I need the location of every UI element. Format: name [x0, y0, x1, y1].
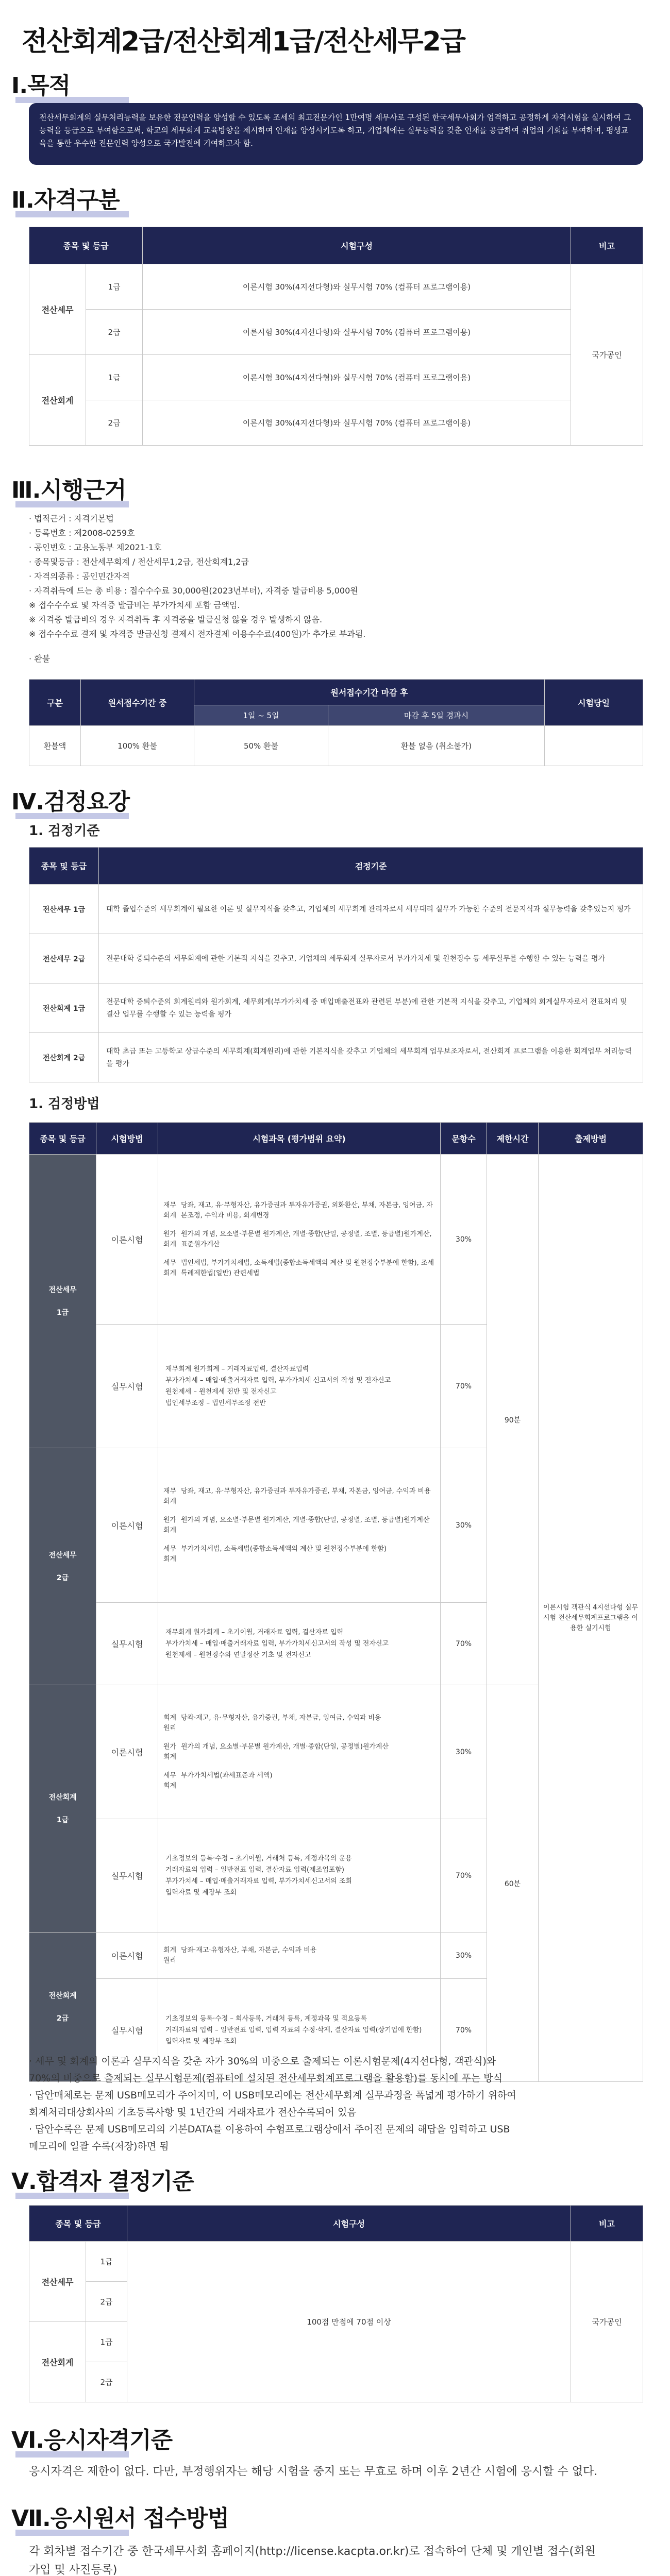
subject-item — [160, 1225, 438, 1254]
col-header: 시험구성 — [143, 227, 571, 264]
grade-cell: 전산회계 1급 — [29, 984, 99, 1033]
subject-item — [160, 1511, 438, 1540]
grade-cell: 1급 — [86, 355, 143, 400]
practice-cell: 기초정보의 등록·수정 – 초기이월, 거래처 등록, 계정과목의 운용 거래자료의 입력 – 일반전표 입력, 결산자료 입력(제조업포함) 부가가치세 – 매입·매출거래자료 입력, 부가가치세신고서의 조회 입력자료 및 제장부 조회 — [158, 1819, 441, 1933]
basis-line: · 법적근거 : 자격기본법 — [29, 514, 114, 523]
subject-value: 부가가치세법, 소득세법(종합소득세액의 계산 및 원천징수부분에 한함) — [181, 1545, 387, 1553]
grade-label-cell: 전산회계 1급 — [29, 1685, 96, 1933]
desc-cell: 이론시험 30%(4지선다형)와 실무시험 70% (컴퓨터 프로그램이용) — [143, 400, 571, 446]
ratio-cell: 30% — [441, 1685, 487, 1819]
method-theory: 이론시험 — [96, 1685, 158, 1819]
col-header: 시험구성 — [127, 2206, 571, 2242]
grade-cell: 2급 — [86, 400, 143, 446]
col-header: 원서접수기간 중 — [81, 680, 194, 726]
grade-cell: 2급 — [86, 310, 143, 355]
grade-label-cell: 전산세무 2급 — [29, 1448, 96, 1685]
subject-cell — [158, 1155, 441, 1325]
grade-cell: 1급 — [86, 264, 143, 310]
note-line: 회계처리대상회사의 기초등록사항 및 1년간의 거래자료가 전산수록되어 있음 — [29, 2107, 357, 2118]
subject-value: 원가의 개념, 요소별·부문별 원가계산, 개별·종합(단일, 공정별, 조별, 등급별)원가계산 — [181, 1516, 430, 1524]
section-title: 자격구분 — [34, 187, 120, 213]
practice-cell: 기초정보의 등록·수정 – 회사등록, 거래처 등록, 계정과목 및 적요등록 거래자료의 입력 – 일반전표 입력, 입력 자료의 수정·삭제, 결산자료 입력(상기업에 한함) 입력자료 및 제장부 조회 — [158, 1979, 441, 2082]
subject-item — [160, 1254, 438, 1283]
col-header: 종목 및 등급 — [29, 1123, 96, 1155]
group-label: 전산회계 — [29, 355, 86, 446]
basis-line: · 등록번호 : 제2008-0259호 — [29, 528, 135, 538]
grade-cell: 1급 — [86, 2322, 127, 2362]
note-line: 70%의 비중으로 출제되는 실무시험문제(컴퓨터에 설치된 전산세무회계프로그램을 활용함)를 동시에 푸는 방식 — [29, 2073, 502, 2084]
col-header: 검정기준 — [99, 848, 643, 885]
desc-cell: 이론시험 30%(4지선다형)와 실무시험 70% (컴퓨터 프로그램이용) — [143, 310, 571, 355]
col-header: 비고 — [571, 227, 643, 264]
method-practice: 실무시험 — [96, 1819, 158, 1933]
subject-key: 회계 원리 — [163, 1946, 177, 1964]
time-cell: 60분 — [487, 1685, 539, 2082]
note-line: · 답안수록은 문제 USB메모리의 기본DATA를 이용하여 수험프로그램상에서 주어진 문제의 해답을 입력하고 USB — [29, 2124, 510, 2135]
standard-cell: 대학 초급 또는 고등학교 상급수준의 세무회계(회계원리)에 관한 기본지식을 갖추고 기업체의 세무회계 업무보조자로서, 전산회계 프로그램을 이용한 회계업무 처리능력을 평가 — [99, 1033, 643, 1082]
col-header: 종목 및 등급 — [29, 227, 143, 264]
method-theory: 이론시험 — [96, 1933, 158, 1979]
col-header: 출제방법 — [539, 1123, 643, 1155]
ratio-cell: 70% — [441, 1819, 487, 1933]
grade-cell: 전산회계 2급 — [29, 1033, 99, 1082]
refund-table — [29, 679, 643, 766]
section-number: Ⅵ. — [11, 2427, 44, 2453]
grade-cell: 1급 — [86, 2242, 127, 2282]
apply-line: 각 회차별 접수기간 중 한국세무사회 홈페이지(http://license.kacpta.or.kr)로 접속하여 단체 및 개인별 접수(회원 — [29, 2545, 596, 2558]
ratio-cell: 70% — [441, 1979, 487, 2082]
ratio-cell: 30% — [441, 1155, 487, 1325]
col-subheader: 마감 후 5일 경과시 — [328, 705, 545, 726]
subject-item — [160, 1767, 438, 1795]
standard-cell: 전문대학 중퇴수준의 회계원리와 원가회계, 세무회계(부가가치세 중 매입매출전표와 관련된 부분)에 관한 기본적 지식을 갖추고, 기업체의 회계실무자로서 전표처리 및 결산 업무를 수행할 수 있는 능력을 평가 — [99, 984, 643, 1033]
section-exam-heading — [0, 783, 129, 816]
grade-cell: 2급 — [86, 2362, 127, 2402]
note-cell: 국가공인 — [571, 2242, 643, 2402]
section-purpose-heading — [0, 67, 70, 100]
section-number: Ⅰ. — [11, 73, 28, 99]
basis-line: · 공인번호 : 고용노동부 제2021-1호 — [29, 543, 162, 552]
apply-line: 가입 및 사진등록) — [29, 2564, 118, 2576]
group-label: 전산세무 — [29, 2242, 86, 2322]
subject-key: 세무 회계 — [163, 1545, 177, 1563]
subject-item — [160, 1196, 438, 1225]
subject-value: 당좌·재고, 유·무형자산, 유가증권, 부채, 자본금, 잉여금, 수익과 비용 — [181, 1714, 381, 1722]
apply-text — [29, 2543, 647, 2576]
ratio-cell: 70% — [441, 1325, 487, 1448]
page-title: 전산회계2급/전산회계1급/전산세무2급 — [22, 26, 465, 57]
section-number: Ⅶ. — [11, 2505, 51, 2532]
subsection-title: 1. 검정방법 — [29, 1096, 100, 1112]
ratio-cell: 70% — [441, 1603, 487, 1685]
method-theory: 이론시험 — [96, 1448, 158, 1603]
eligible-text: 응시자격은 제한이 없다. 다만, 부정행위자는 해당 시험을 중지 또는 무효로 하며 이후 2년간 시험에 응시할 수 없다. — [29, 2465, 598, 2478]
subject-item — [160, 1540, 438, 1569]
note-cell: 국가공인 — [571, 264, 643, 446]
method-practice: 실무시험 — [96, 1603, 158, 1685]
refund-cell: 50% 환불 — [194, 726, 328, 766]
refund-cell: 100% 환불 — [81, 726, 194, 766]
basis-line: ※ 접수수수료 및 자격증 발급비는 부가가치세 포함 금액임. — [29, 600, 240, 610]
section-number: Ⅲ. — [11, 477, 41, 503]
col-header: 문항수 — [441, 1123, 487, 1155]
subsection-title: 1. 검정기준 — [29, 823, 100, 839]
subject-value: 법인세법, 부가가치세법, 소득세법(종합소득세액의 계산 및 원천징수부분에 한함), 조세특례제한법(일반) 관련세법 — [181, 1259, 434, 1277]
subject-item — [160, 1941, 438, 1970]
section-eligible-heading — [0, 2421, 172, 2454]
method-practice: 실무시험 — [96, 1325, 158, 1448]
col-header: 시험당일 — [545, 680, 643, 726]
standard-table — [29, 847, 643, 1082]
col-header: 원서접수기간 마감 후 — [194, 680, 545, 705]
col-header: 종목 및 등급 — [29, 2206, 127, 2242]
desc-cell: 이론시험 30%(4지선다형)와 실무시험 70% (컴퓨터 프로그램이용) — [143, 264, 571, 310]
basis-line: ※ 접수수수료 결제 및 자격증 발급신청 결제시 전자결제 이용수수료(400원)가 추가로 부과됨. — [29, 629, 366, 639]
col-header: 시험과목 (평가범위 요약) — [158, 1123, 441, 1155]
col-header: 제한시간 — [487, 1123, 539, 1155]
ratio-cell: 30% — [441, 1448, 487, 1603]
section-title: 합격자 결정기준 — [36, 2168, 194, 2195]
method-note-cell: 이론시험 객관식 4지선다형 실무시험 전산세무회계프로그램을 이용한 실기시험 — [539, 1155, 643, 2082]
subject-value: 당좌, 재고, 유·무형자산, 유가증권과 투자유가증권, 외화환산, 부채, 자본금, 잉여금, 자본조정, 수익과 비용, 회계변경 — [181, 1201, 433, 1219]
subject-item — [160, 1709, 438, 1738]
subject-key: 세무 회계 — [163, 1771, 177, 1790]
basis-list — [29, 512, 647, 666]
section-basis-heading — [0, 471, 126, 504]
basis-line: · 자격취득에 드는 총 비용 : 접수수수료 30,000원(2023년부터), 자격증 발급비용 5,000원 — [29, 586, 358, 596]
subject-key: 원가 회계 — [163, 1230, 177, 1248]
subject-key: 원가 회계 — [163, 1742, 177, 1761]
subject-value: 원가의 개념, 요소별·부문별 원가계산, 개별·종합(단일, 공정별)원가계산 — [181, 1742, 389, 1751]
section-title: 응시원서 접수방법 — [50, 2505, 229, 2532]
subject-value: 당좌·재고·유형자산, 부채, 자본금, 수익과 비용 — [181, 1946, 317, 1954]
subject-value: 당좌, 재고, 유·무형자산, 유가증권과 투자유가증권, 부채, 자본금, 잉여금, 수익과 비용 — [181, 1487, 431, 1495]
note-line: · 세무 및 회계의 이론과 실무지식을 갖춘 자가 30%의 비중으로 출제되는 이론시험문제(4지선다형, 객관식)와 — [29, 2056, 496, 2067]
method-practice: 실무시험 — [96, 1979, 158, 2082]
ratio-cell: 30% — [441, 1933, 487, 1979]
subject-value: 부가가치세법(과세표준과 세액) — [181, 1771, 273, 1780]
criteria-cell: 100점 만점에 70점 이상 — [127, 2242, 571, 2402]
subject-item — [160, 1738, 438, 1767]
subject-key: 세무 회계 — [163, 1259, 177, 1277]
grade-cell: 2급 — [86, 2282, 127, 2322]
method-table — [29, 1122, 643, 2082]
standard-cell: 대학 졸업수준의 세무회계에 필요한 이론 및 실무지식을 갖추고, 기업체의 세무회계 관리자로서 세무대리 실무가 가능한 수준의 전문지식과 실무능력을 갖추었는지 평가 — [99, 885, 643, 934]
basis-line: · 종목및등급 : 전산세무회계 / 전산세무1,2급, 전산회계1,2급 — [29, 557, 249, 567]
subject-cell — [158, 1448, 441, 1603]
basis-line: ※ 자격증 발급비의 경우 자격취득 후 자격증을 발급신청 않을 경우 발생하지 않음. — [29, 615, 323, 624]
basis-line: · 자격의종류 : 공인민간자격 — [29, 571, 130, 581]
col-header: 종목 및 등급 — [29, 848, 99, 885]
purpose-box: 전산세무회계의 실무처리능력을 보유한 전문인력을 양성할 수 있도록 조세의 최고전문가인 1만여명 세무사로 구성된 한국세무사회가 엄격하고 공정하게 자격시험을 실시하여 그 능력을 등급으로 부여함으로써, 학교의 세무회계 교육방향을 제시하여 인재를 양성시키도록 하고, 기업체에는 실무능력을 갖춘 인재를 공급하여 취업의 기회를 부여하며, 평생교육을 통한 우수한 전문인력 양성으로 국가발전에 기여하고자 함. — [29, 103, 643, 165]
note-line: · 답안매체로는 문제 USB메모리가 주어지며, 이 USB메모리에는 전산세무회계 실무과정을 폭넓게 평가하기 위하여 — [29, 2090, 516, 2101]
practice-cell: 재무회계 원가회계 – 초기이월, 거래자료 입력, 결산자료 입력 부가가치세 – 매입·매출거래자료 입력, 부가가치세신고서의 작성 및 전자신고 원천제세 – 원천징수와 연말정산 기초 및 전자신고 — [158, 1603, 441, 1685]
section-title: 검정요강 — [44, 789, 130, 815]
section-title: 목적 — [27, 73, 71, 99]
refund-label: · 환불 — [29, 654, 51, 664]
time-cell: 90분 — [487, 1155, 539, 1685]
subject-item — [160, 1482, 438, 1511]
grade-cell: 전산세무 2급 — [29, 934, 99, 984]
refund-cell: 환불 없음 (취소불가) — [328, 726, 545, 766]
subject-cell — [158, 1933, 441, 1979]
col-header: 시험방법 — [96, 1123, 158, 1155]
standard-cell: 전문대학 중퇴수준의 세무회계에 관한 기본적 지식을 갖추고, 기업체의 세무회계 실무자로서 부가가치세 및 원천징수 등 세무실무를 수행할 수 있는 능력을 평가 — [99, 934, 643, 984]
grade-label-cell: 전산회계 2급 — [29, 1933, 96, 2082]
method-theory: 이론시험 — [96, 1155, 158, 1325]
section-apply-heading — [0, 2500, 229, 2533]
col-subheader: 1일 ~ 5일 — [194, 705, 328, 726]
subject-key: 재무 회계 — [163, 1201, 177, 1219]
grade-label-cell: 전산세무 1급 — [29, 1155, 96, 1448]
practice-cell: 재무회계 원가회계 – 거래자료입력, 결산자료입력 부가가치세 – 매입·매출거래자료 입력, 부가가치세 신고서의 작성 및 전자신고 원천제세 – 원천제세 전반 및 전자신고 법인세무조정 – 법인세무조정 전반 — [158, 1325, 441, 1448]
section-number: Ⅳ. — [11, 789, 44, 815]
section-title: 시행근거 — [40, 477, 126, 503]
qual-table — [29, 227, 643, 446]
subject-cell — [158, 1685, 441, 1819]
section-qual-heading — [0, 181, 120, 214]
section-title: 응시자격기준 — [44, 2427, 173, 2453]
note-line: 메모리에 일괄 수록(저장)하면 됨 — [29, 2141, 169, 2152]
subject-key: 원가 회계 — [163, 1516, 177, 1534]
col-header: 구분 — [29, 680, 81, 726]
desc-cell: 이론시험 30%(4지선다형)와 실무시험 70% (컴퓨터 프로그램이용) — [143, 355, 571, 400]
refund-cell: 환불액 — [29, 726, 81, 766]
section-pass-heading — [0, 2163, 194, 2196]
group-label: 전산세무 — [29, 264, 86, 355]
subject-value: 원가의 개념, 요소별·부문별 원가계산, 개별·종합(단일, 공정별, 조별, 등급별)원가계산, 표준원가계산 — [181, 1230, 432, 1248]
subject-key: 회계 원리 — [163, 1714, 177, 1732]
grade-cell: 전산세무 1급 — [29, 885, 99, 934]
pass-table — [29, 2205, 643, 2402]
section-number: Ⅴ. — [11, 2168, 37, 2195]
group-label: 전산회계 — [29, 2322, 86, 2402]
exam-notes — [29, 2053, 647, 2155]
col-header: 비고 — [571, 2206, 643, 2242]
section-number: Ⅱ. — [11, 187, 34, 213]
subject-key: 재무 회계 — [163, 1487, 177, 1505]
refund-cell — [545, 726, 643, 766]
